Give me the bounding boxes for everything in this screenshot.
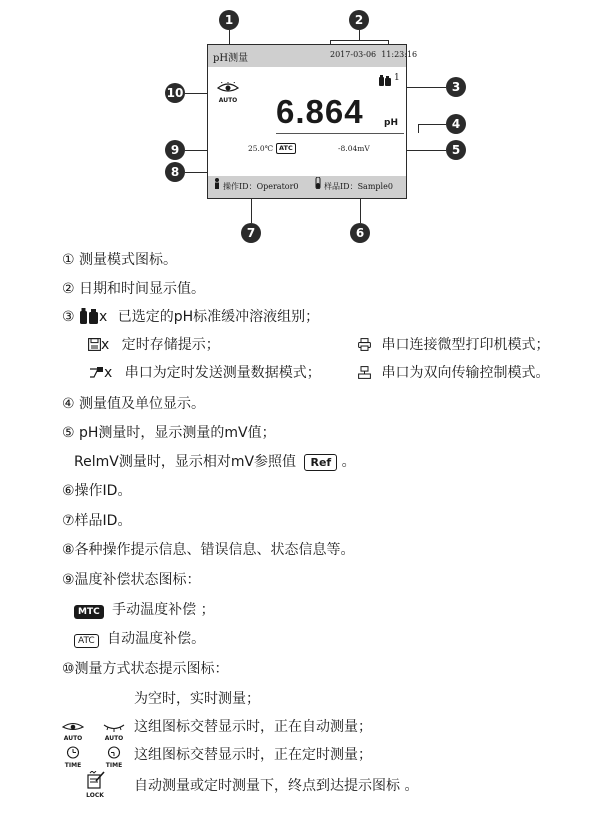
eye-closed-auto-icon bbox=[103, 717, 125, 742]
callout-5: 5 bbox=[446, 140, 466, 160]
measurement-value: 6.864 bbox=[276, 93, 364, 130]
item-2: ② 日期和时间显示值。 bbox=[62, 281, 206, 297]
atc-tag: ATC bbox=[276, 143, 296, 154]
printer-icon bbox=[358, 336, 371, 354]
clock-time-icon-2 bbox=[105, 744, 123, 769]
buffer-group-number: 1 bbox=[394, 73, 400, 83]
item-5b-post: 。 bbox=[341, 454, 356, 470]
leader-2 bbox=[359, 30, 360, 40]
temperature: 25.0℃ bbox=[248, 144, 274, 153]
clock-time-icon bbox=[64, 744, 82, 769]
item-10c: 这组图标交替显示时，正在定时测量； bbox=[134, 747, 372, 763]
callout-9: 9 bbox=[165, 140, 185, 160]
item-9a-text: 手动温度补偿 ； bbox=[112, 602, 215, 618]
item-9: ⑨温度补偿状态图标： bbox=[62, 572, 201, 588]
item-9a bbox=[74, 601, 215, 619]
item-3 bbox=[62, 307, 319, 327]
item-5b-text: RelmV测量时，显示相对mV参照值 bbox=[74, 454, 297, 470]
leader-4-down bbox=[418, 124, 419, 133]
item-3c-text: 串口为定时发送测量数据模式； bbox=[124, 365, 321, 381]
item-6: ⑥操作ID。 bbox=[62, 483, 132, 499]
lock-label: LOCK bbox=[86, 792, 104, 799]
mtc-tag: MTC bbox=[74, 605, 104, 619]
leader-3 bbox=[402, 87, 446, 88]
lock-icon bbox=[84, 771, 106, 799]
time-label: TIME bbox=[64, 762, 82, 769]
time-label-2: TIME bbox=[105, 762, 123, 769]
callout-7: 7 bbox=[241, 223, 261, 243]
timed-send-icon bbox=[88, 364, 104, 382]
item-3a-text: 定时存储提示； bbox=[121, 337, 220, 353]
mv-value: -8.04mV bbox=[338, 144, 370, 153]
item-3b bbox=[358, 336, 549, 354]
item-3a bbox=[88, 336, 220, 354]
item-3c-suffix: x bbox=[104, 365, 113, 381]
item-9b bbox=[74, 630, 205, 648]
item-3a-suffix: x bbox=[101, 337, 110, 353]
leader-6 bbox=[360, 199, 361, 223]
mode-label: pH测量 bbox=[213, 53, 249, 64]
item-1: ① 测量模式图标。 bbox=[62, 252, 178, 268]
item-3d bbox=[358, 364, 549, 382]
sample-id: 样品ID：Sample0 bbox=[324, 182, 393, 191]
auto-label-2: AUTO bbox=[104, 735, 124, 742]
item-4: ④ 测量值及单位显示。 bbox=[62, 396, 206, 412]
item-3b-text: 串口连接微型打印机模式； bbox=[381, 337, 550, 353]
callout-4: 4 bbox=[446, 114, 466, 134]
sample-icon bbox=[315, 174, 321, 193]
operator-icon bbox=[214, 174, 220, 193]
operator-id: 操作ID：Operator0 bbox=[223, 182, 299, 191]
callout-8: 8 bbox=[165, 162, 185, 182]
item-10a: 为空时，实时测量； bbox=[134, 691, 260, 707]
buffer-bottle-icon bbox=[378, 72, 392, 91]
leader-7 bbox=[251, 199, 252, 223]
bracket-2 bbox=[330, 40, 388, 41]
item-10d: 自动测量或定时测量下，终点到达提示图标 。 bbox=[134, 778, 419, 794]
value-underline bbox=[276, 133, 404, 134]
lcd-screen bbox=[207, 44, 418, 199]
item-10b: 这组图标交替显示时，正在自动测量； bbox=[134, 719, 372, 735]
callout-6: 6 bbox=[350, 223, 370, 243]
datetime: 2017-03-06 11:23:16 bbox=[330, 50, 418, 59]
item-10: ⑩测量方式状态提示图标： bbox=[62, 661, 229, 677]
callout-2: 2 bbox=[349, 10, 369, 30]
callout-10: 10 bbox=[165, 83, 185, 103]
ref-key: Ref bbox=[304, 454, 337, 471]
item-8: ⑧各种操作提示信息、错误信息、状态信息等。 bbox=[62, 542, 355, 558]
save-icon bbox=[88, 336, 101, 354]
atc-tag: ATC bbox=[74, 634, 99, 648]
callout-3: 3 bbox=[446, 77, 466, 97]
leader-4 bbox=[418, 124, 446, 125]
item-3d-text: 串口为双向传输控制模式。 bbox=[381, 365, 550, 381]
item-7: ⑦样品ID。 bbox=[62, 513, 132, 529]
eye-open-auto-icon bbox=[62, 717, 84, 742]
item-3-number: ③ bbox=[62, 309, 75, 325]
item-5: ⑤ pH测量时，显示测量的mV值； bbox=[62, 425, 276, 441]
item-3c bbox=[88, 364, 321, 382]
bidirectional-icon bbox=[358, 364, 371, 382]
auto-label: AUTO bbox=[63, 735, 83, 742]
buffer-bottle-icon bbox=[79, 307, 99, 327]
item-9b-text: 自动温度补偿。 bbox=[107, 631, 206, 647]
measurement-unit: pH bbox=[384, 118, 398, 128]
callout-1: 1 bbox=[219, 10, 239, 30]
item-5b bbox=[74, 453, 356, 471]
item-3-suffix: x bbox=[99, 309, 108, 325]
eye-auto-icon bbox=[217, 79, 239, 104]
item-3-text: 已选定的pH标准缓冲溶液组别； bbox=[117, 309, 320, 325]
auto-label: AUTO bbox=[218, 97, 238, 104]
leader-1 bbox=[229, 30, 230, 45]
